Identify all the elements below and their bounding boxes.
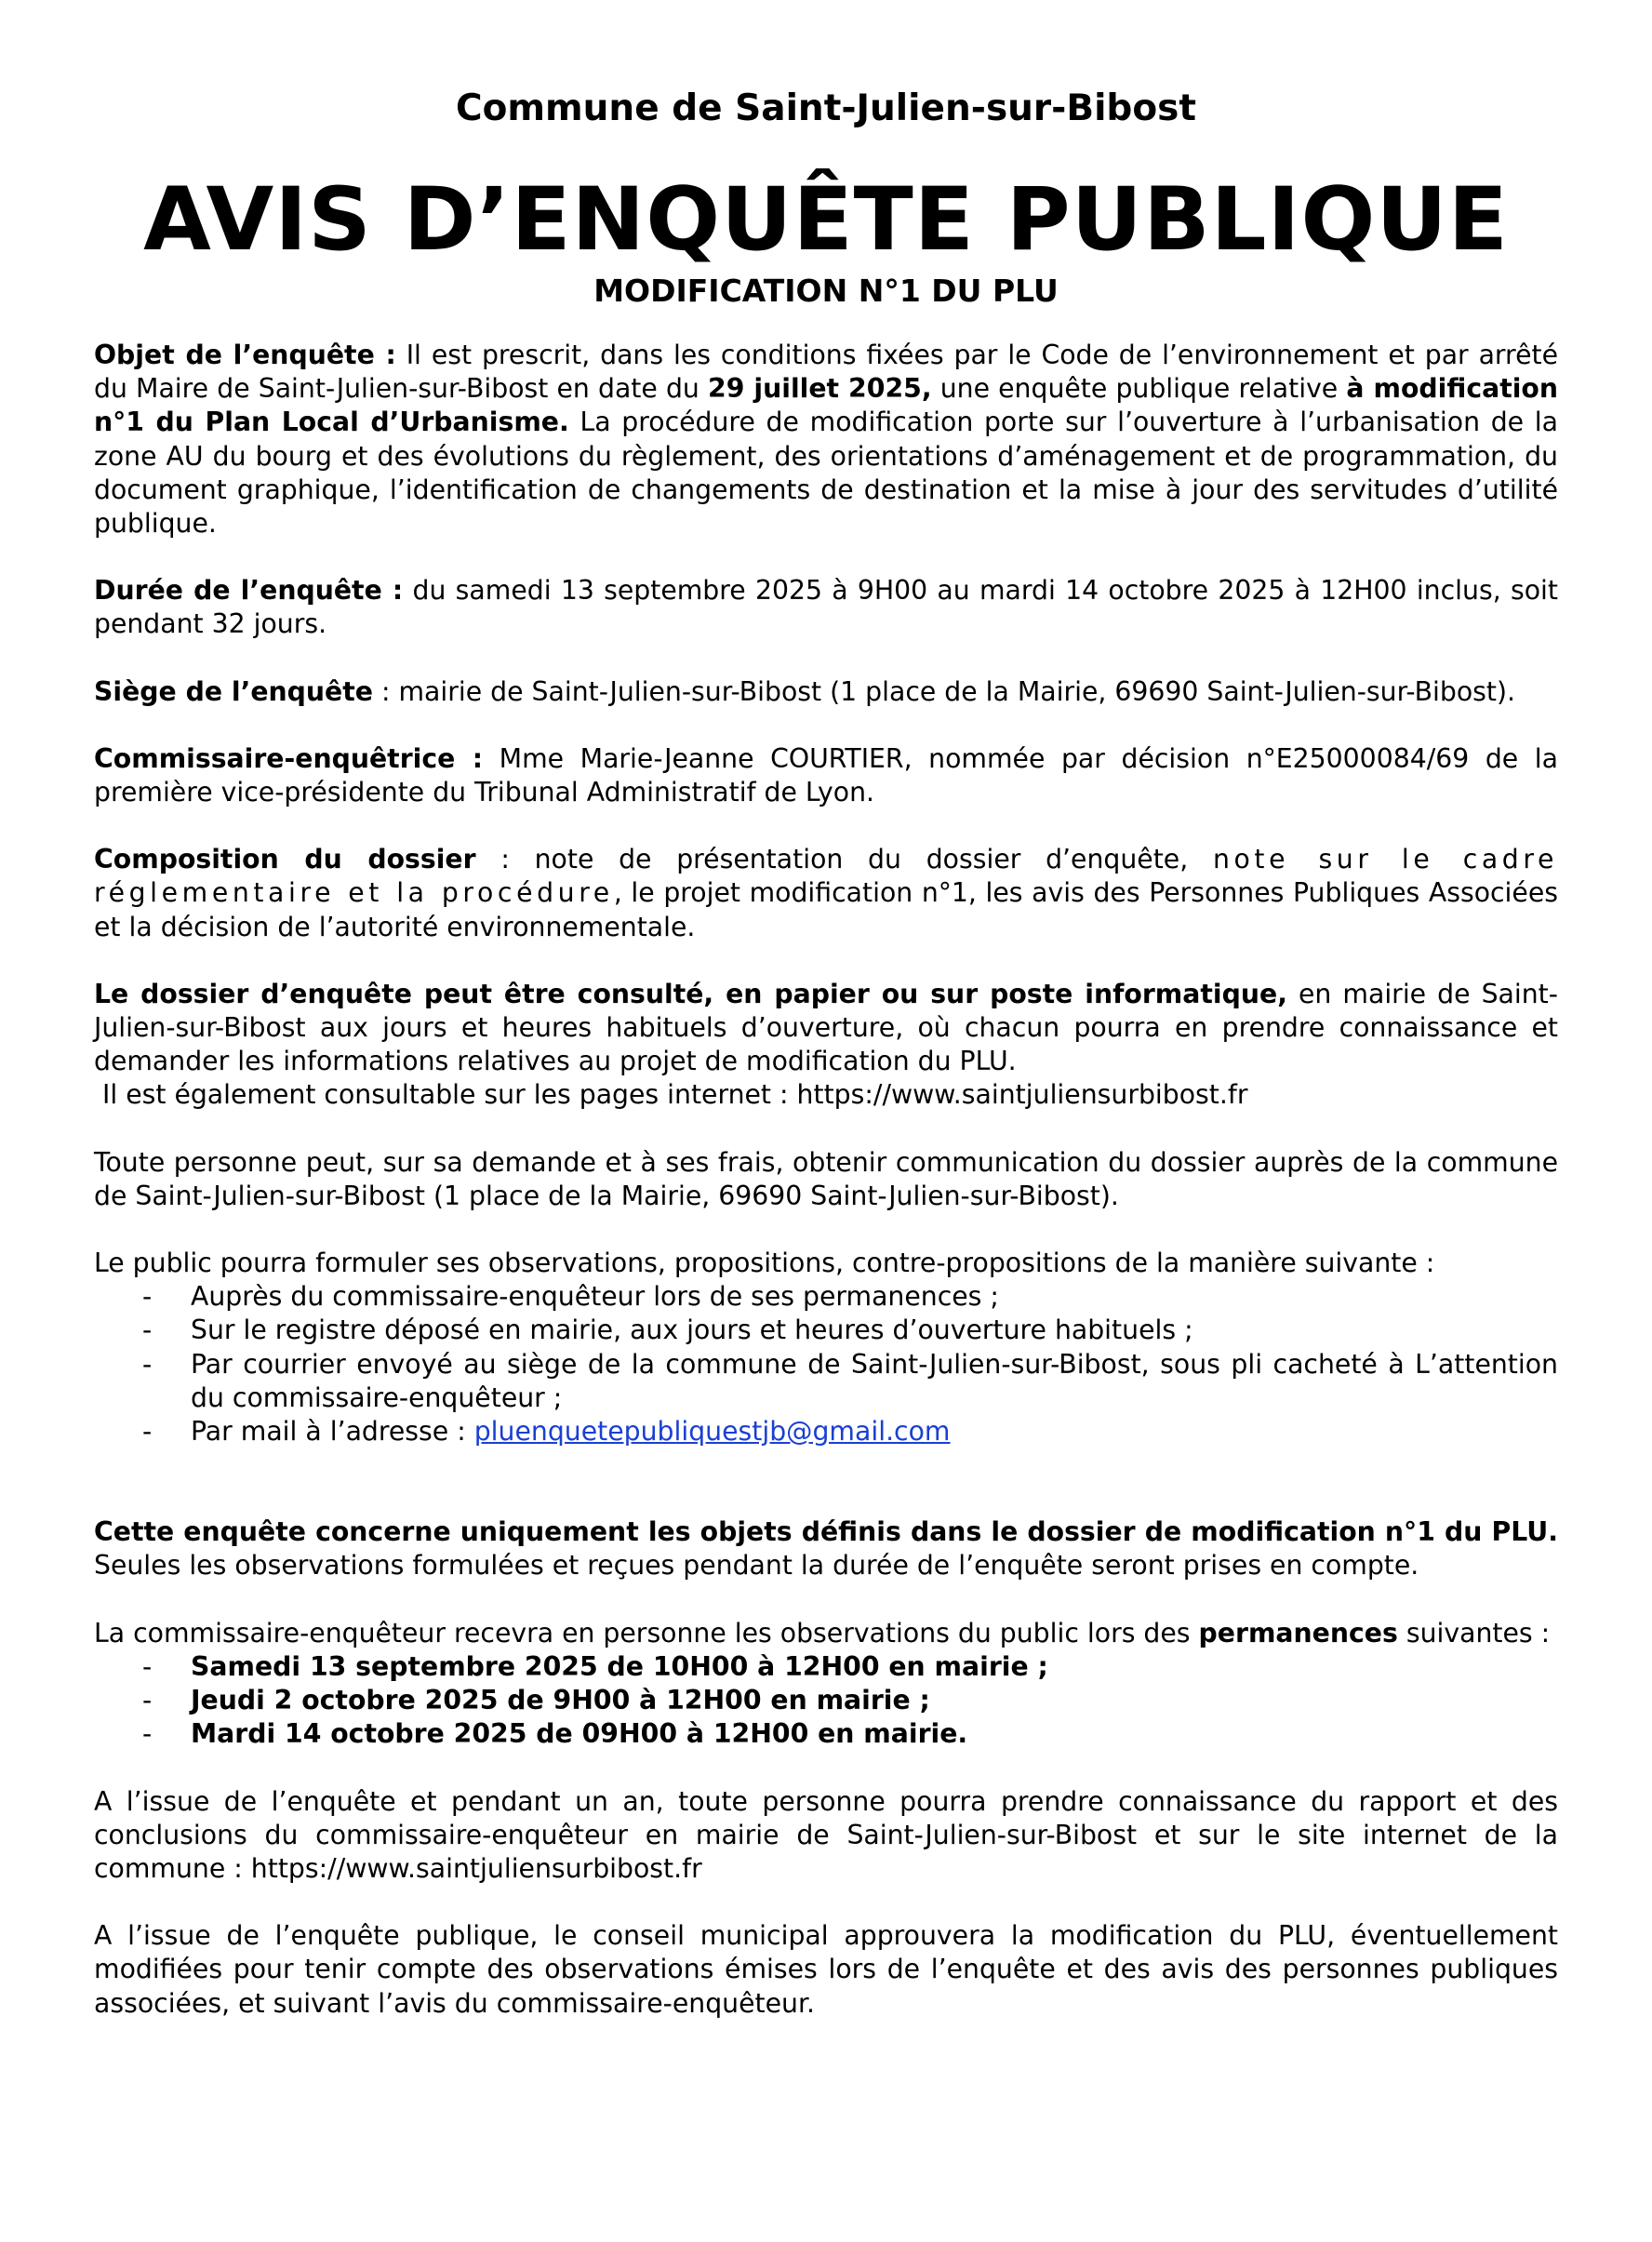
- concerne-paragraph: [94, 1515, 1558, 1582]
- permanence-item: [94, 1717, 1558, 1751]
- siege-text: : mairie de Saint-Julien-sur-Bibost (1 place de la Mairie, 69690 Saint-Julien-sur-Bibost).: [372, 675, 1516, 707]
- observations-list: [94, 1280, 1558, 1448]
- permanence-date: Jeudi 2 octobre 2025 de 9H00 à 12H00 en mairie ;: [191, 1685, 930, 1716]
- issue-report-paragraph: A l’issue de l’enquête et pendant un an, toute personne pourra prendre connaissance du rapport et des conclusions du commissaire-enquêteur en mairie de Saint-Julien-sur-Bibost et sur le site internet de la commune : https://www.saintjuliensurbibost.fr: [94, 1785, 1558, 1884]
- consultation-text: en mairie de Saint-Julien-sur-Bibost aux jours et heures habituels d’ouverture, où chacun pourra en prendre connaissance et demander les informations relatives au projet de modification du PLU.: [94, 978, 1558, 1077]
- notice-subtitle: MODIFICATION N°1 DU PLU: [593, 273, 1059, 309]
- permanences-list: [94, 1650, 1558, 1752]
- observation-item: - Sur le registre déposé en mairie, aux jours et heures d’ouverture habituels ;: [94, 1314, 1558, 1347]
- concerne-bold: Cette enquête concerne uniquement les objets définis dans le dossier de modification n°1 du PLU.: [94, 1516, 1558, 1548]
- consultation-paragraph: [94, 978, 1558, 1079]
- objet-text-3: La procédure de modification porte sur l’ouverture à l’urbanisation de la zone AU du bourg et des évolutions du règlement, des orientations d’aménagement et de programmation, du document graphique, l’identification de changements de destination et la mise à jour des servitudes d’utilité publique.: [94, 407, 1558, 540]
- permanence-date: Mardi 14 octobre 2025 de 09H00 à 12H00 en mairie.: [191, 1718, 968, 1750]
- commissaire-paragraph: [94, 742, 1558, 809]
- email-link[interactable]: pluenquetepubliquestjb@gmail.com: [473, 1416, 951, 1448]
- permanences-text-2: suivantes :: [1397, 1617, 1551, 1648]
- observation-item-mail: [94, 1415, 1558, 1448]
- objet-date: 29 juillet 2025,: [708, 373, 932, 405]
- commissaire-label: Commissaire-enquêtrice :: [94, 742, 484, 774]
- composition-label: Composition du dossier: [94, 844, 476, 875]
- composition-spaced-text: note sur le cadre réglementaire et la procédure: [94, 844, 1558, 909]
- permanence-date: Samedi 13 septembre 2025 de 10H00 à 12H00 en mairie ;: [191, 1650, 1048, 1682]
- issue-approval-paragraph: A l’issue de l’enquête publique, le conseil municipal approuvera la modification du PLU, éventuellement modifiées pour tenir compte des observations émises lors de l’enquête et des avis des personnes publiques associées, et suivant l’avis du commissaire-enquêteur.: [94, 1920, 1558, 2019]
- document-page: [94, 86, 1558, 2021]
- objet-text-2: une enquête publique relative: [931, 373, 1347, 405]
- objet-label: Objet de l’enquête :: [94, 340, 396, 370]
- siege-paragraph: [94, 675, 1558, 709]
- permanence-item: [94, 1650, 1558, 1684]
- consultation-internet: Il est également consultable sur les pages internet : https://www.saintjuliensurbibost.fr: [94, 1079, 1248, 1111]
- permanences-intro: [94, 1617, 1558, 1650]
- consultation-bold: Le dossier d’enquête peut être consulté, en papier ou sur poste informatique,: [94, 978, 1287, 1009]
- mail-prefix: Par mail à l’adresse :: [191, 1416, 474, 1448]
- observation-item: - Auprès du commissaire-enquêteur lors de ses permanences ;: [94, 1280, 1558, 1314]
- duree-paragraph: [94, 574, 1558, 641]
- commissaire-text: Mme Marie-Jeanne COURTIER, nommée par décision n°E25000084/69 de la première vice-présidente du Tribunal Administratif de Lyon.: [94, 742, 1558, 808]
- permanences-bold: permanences: [1198, 1617, 1398, 1648]
- communication-paragraph: Toute personne peut, sur sa demande et à ses frais, obtenir communication du dossier auprès de la commune de Saint-Julien-sur-Bibost (1 place de la Mairie, 69690 Saint-Julien-sur-Bibost).: [94, 1146, 1558, 1211]
- siege-label: Siège de l’enquête: [94, 675, 373, 707]
- objet-paragraph: [94, 339, 1558, 540]
- observations-intro: Le public pourra formuler ses observations, propositions, contre-propositions de la manière suivante :: [94, 1248, 1435, 1279]
- composition-paragraph: [94, 843, 1558, 944]
- objet-bold: à modification n°1 du Plan Local d’Urbanisme.: [94, 373, 1559, 438]
- objet-text-1: Il est prescrit, dans les conditions fixées par le Code de l’environnement et par arrêté du Maire de Saint-Julien-sur-Bibost en date du: [94, 340, 1558, 405]
- duree-label: Durée de l’enquête :: [94, 575, 404, 607]
- permanence-item: [94, 1684, 1558, 1717]
- notice-title: AVIS D’ENQUÊTE PUBLIQUE: [143, 169, 1509, 271]
- composition-text-2: , le projet modification n°1, les avis des Personnes Publiques Associées et la décision de l’autorité environnementale.: [94, 877, 1558, 942]
- permanences-text-1: La commissaire-enquêteur recevra en personne les observations du public lors des: [94, 1617, 1199, 1648]
- duree-text: du samedi 13 septembre 2025 à 9H00 au mardi 14 octobre 2025 à 12H00 inclus, soit pendant 32 jours.: [94, 575, 1558, 640]
- composition-text-1: : note de présentation du dossier d’enquête,: [475, 844, 1213, 875]
- concerne-text: Seules les observations formulées et reçues pendant la durée de l’enquête seront prises en compte.: [94, 1550, 1419, 1581]
- commune-heading: Commune de Saint-Julien-sur-Bibost: [455, 87, 1197, 129]
- observation-item: - Par courrier envoyé au siège de la commune de Saint-Julien-sur-Bibost, sous pli cacheté à L’attention du commissaire-enquêteur ;: [94, 1348, 1558, 1415]
